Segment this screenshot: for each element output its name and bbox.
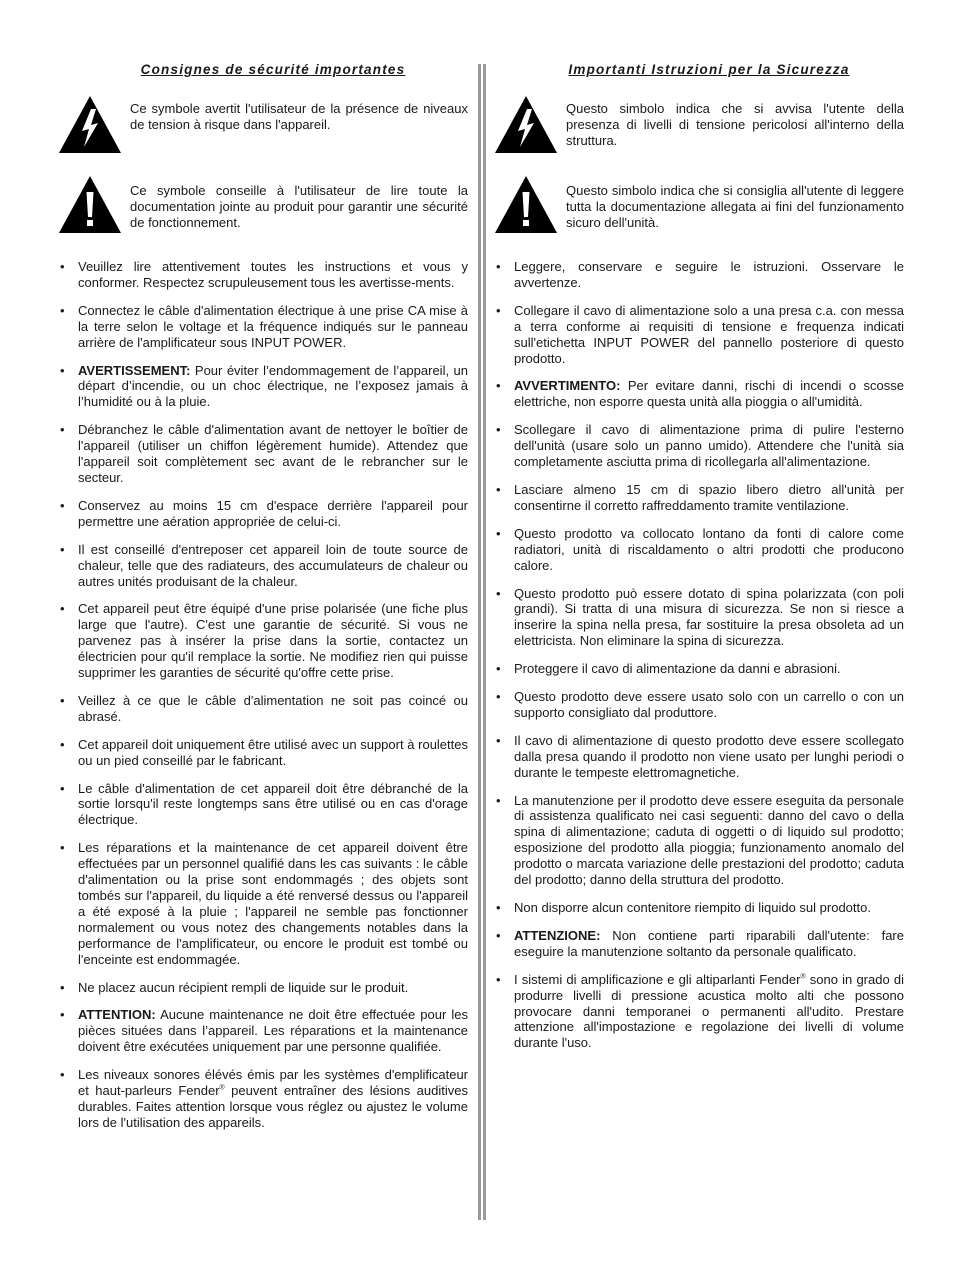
column-divider bbox=[478, 64, 486, 1220]
list-item: • Connectez le câble d'alimentation électrique à une prise CA mise à la terre selon le voltage et la fréquence indiqués sur le panneau arrière de l'amplificateur sous INPUT POWER. bbox=[60, 302, 468, 350]
list-item: • Les niveaux sonores élévés émis par les systèmes d'emplificateur et haut-parleurs Fender® peuvent entraîner des lésions auditives durables. Faites attention lorsque vous réglez ou ajustez le volume lors de l'utilisation des appareils. bbox=[60, 1067, 468, 1130]
italian-title: Importanti Istruzioni per la Sicurezza bbox=[568, 62, 850, 77]
exclamation-warning-text: Ce symbole conseille à l'utilisateur de lire toute la documentation jointe au produit pour garantir une sécurité de fonctionnement. bbox=[130, 183, 468, 230]
list-item: • Proteggere il cavo di alimentazione da danni e abrasioni. bbox=[496, 661, 841, 677]
exclamation-warning-block bbox=[58, 175, 468, 235]
attention-lead: ATTENTION: bbox=[78, 1007, 156, 1023]
exclamation-triangle-icon bbox=[58, 175, 122, 235]
lightning-warning-text: Questo simbolo indica che si avvisa l'utente della presenza di livelli di tensione pericolosi all'interno della struttura. bbox=[566, 101, 904, 148]
italian-column bbox=[494, 62, 904, 1063]
registered-mark: ® bbox=[219, 1084, 225, 1092]
list-item: • Les réparations et la maintenance de cet appareil doivent être effectuées par un personnel qualifié dans les cas suivants : le câble d'alimentation ou la prise sont endommagés ; des objets sont tombés sur l'appareil, du liquide a été renversé dessus ou l'appareil a été exposé à la pluie ; l'appareil ne semble pas fonctionner normalement ou vous notez des changements notables dans la performance de l'amplificateur, ou encore le produit est tombé ou l'enceinte est endommagée. bbox=[60, 840, 468, 967]
french-column bbox=[58, 62, 468, 1143]
list-item: • Conservez au moins 15 cm d'espace derrière l'appareil pour permettre une aération appropriée de celui-ci. bbox=[60, 497, 468, 529]
lightning-warning-text: Ce symbole avertit l'utilisateur de la présence de niveaux de tension à risque dans l'appareil. bbox=[130, 101, 468, 132]
lightning-triangle-icon bbox=[58, 95, 122, 155]
list-item: • La manutenzione per il prodotto deve essere eseguita da personale di assistenza qualificato nei casi seguenti: danno del cavo o della spina di alimentazione; caduta di oggetti o di liquido sul prodotto; esposizione del prodotto alla pioggia; funzionamento anomalo del prodotto o marcata variazione delle prestazioni del prodotto; caduta del prodotto; danno della struttura del prodotto. bbox=[496, 792, 904, 888]
french-instructions-list bbox=[58, 259, 468, 1131]
list-item: • Scollegare il cavo di alimentazione prima di pulire l'esterno dell'unità (usare solo un panno umido). Attendere che l'unità sia completamente asciutta prima di ricollegarla all'alimentazione. bbox=[496, 422, 904, 470]
list-item: • Il cavo di alimentazione di questo prodotto deve essere scollegato dalla presa quando il prodotto non viene usato per lunghi periodi o durante le tempeste elettromagnetiche. bbox=[496, 732, 904, 780]
warning-lead: AVVERTIMENTO: bbox=[514, 378, 621, 394]
list-item: • Cet appareil doit uniquement être utilisé avec un support à roulettes ou un pied conseillé par le fabricant. bbox=[60, 736, 468, 768]
list-item: • Questo prodotto può essere dotato di spina polarizzata (con poli grandi). Si tratta di una misura di sicurezza. Se non si riesce a inserire la spina nella presa, far sostituire la presa obsoleta ad un elettricista. Non eliminare la spina di sicurezza. bbox=[496, 585, 904, 649]
lightning-triangle-icon bbox=[494, 95, 558, 155]
list-item: • ATTENTION: Aucune maintenance ne doit être effectuée pour les pièces situées dans l’appareil. Les réparations et la maintenance doivent être exécutées uniquement par une personne qualifiée. bbox=[60, 1007, 468, 1055]
list-item: • Non disporre alcun contenitore riempito di liquido sul prodotto. bbox=[496, 900, 871, 915]
list-item: • Ne placez aucun récipient rempli de liquide sur le produit. bbox=[60, 979, 409, 995]
list-item: • I sistemi di amplificazione e gli altiparlanti Fender® sono in grado di produrre livelli di pressione acustica molto alti che possono provocare danni temporanei o permanenti all'udito. Prestare attenzione all'impostazione e regolazione dei livelli di volume durante l'uso. bbox=[496, 971, 904, 1051]
french-title: Consignes de sécurité importantes bbox=[140, 62, 406, 77]
list-item: • AVERTISSEMENT: Pour éviter l’endommagement de l’appareil, un départ d’incendie, ou un choc électrique, ne l’exposez jamais à l’humidité ou à la pluie. bbox=[60, 362, 468, 410]
registered-mark: ® bbox=[800, 973, 806, 981]
list-item: • ATTENZIONE: Non contiene parti riparabili dall'utente: fare eseguire la manutenzione soltanto da personale qualificato. bbox=[496, 927, 904, 959]
attention-lead: ATTENZIONE: bbox=[514, 927, 601, 943]
italian-instructions-list bbox=[494, 259, 904, 1051]
list-item: • Veillez à ce que le câble d'alimentation ne soit pas coincé ou abrasé. bbox=[60, 692, 468, 724]
list-item: • Lasciare almeno 15 cm di spazio libero dietro all'unità per consentirne il corretto raffreddamento tramite ventilazione. bbox=[496, 481, 904, 513]
lightning-warning-block bbox=[58, 95, 468, 155]
lightning-warning-block bbox=[494, 95, 904, 155]
list-item: • Veuillez lire attentivement toutes les instructions et vous y conformer. Respectez scrupuleusement tous les avertisse-ments. bbox=[60, 259, 468, 290]
exclamation-triangle-icon bbox=[494, 175, 558, 235]
list-item: • Le câble d'alimentation de cet appareil doit être débranché de la sortie lorsqu'il reste longtemps sans être utilisé ou en cas d'orage électrique. bbox=[60, 780, 468, 828]
exclamation-warning-text: Questo simbolo indica che si consiglia all'utente di leggere tutta la documentazione allegata ai fini del funzionamento sicuro dell'unità. bbox=[566, 183, 904, 230]
list-item: • Cet appareil peut être équipé d'une prise polarisée (une fiche plus large que l'autre). C'est une garantie de sécurité. Si vous ne parvenez pas à insérer la prise dans la sortie, contactez un électricien pour qu'il remplace la sortie. Ne modifiez rien qui puisse supprimer les garanties de sécurité qu'offre cette prise. bbox=[60, 601, 468, 681]
warning-lead: AVERTISSEMENT: bbox=[78, 362, 191, 378]
list-item: • Collegare il cavo di alimentazione solo a una presa c.a. con messa a terra conforme ai requisiti di tensione e frequenza indicati sull'etichetta INPUT POWER del pannello posteriore di questo prodotto. bbox=[496, 302, 904, 366]
list-item: • Leggere, conservare e seguire le istruzioni. Osservare le avvertenze. bbox=[496, 259, 904, 290]
list-item: • Il est conseillé d'entreposer cet appareil loin de toute source de chaleur, telle que des radiateurs, des accumulateurs de chaleur ou autres unités produisant de la chaleur. bbox=[60, 541, 468, 589]
list-item: • Questo prodotto deve essere usato solo con un carrello o con un supporto consigliato dal produttore. bbox=[496, 689, 904, 720]
list-item: • Débranchez le câble d'alimentation avant de nettoyer le boîtier de l'appareil (utiliser un chiffon légèrement humide). Attendez que l'appareil soit complètement sec avant de le rebrancher sur le secteur. bbox=[60, 422, 468, 485]
list-item: • Questo prodotto va collocato lontano da fonti di calore come radiatori, unità di riscaldamento o altri prodotti che producono calore. bbox=[496, 525, 904, 573]
list-item: • AVVERTIMENTO: Per evitare danni, rischi di incendi o scosse elettriche, non esporre questa unità alla pioggia o all'umidità. bbox=[496, 378, 904, 410]
exclamation-warning-block bbox=[494, 175, 904, 235]
